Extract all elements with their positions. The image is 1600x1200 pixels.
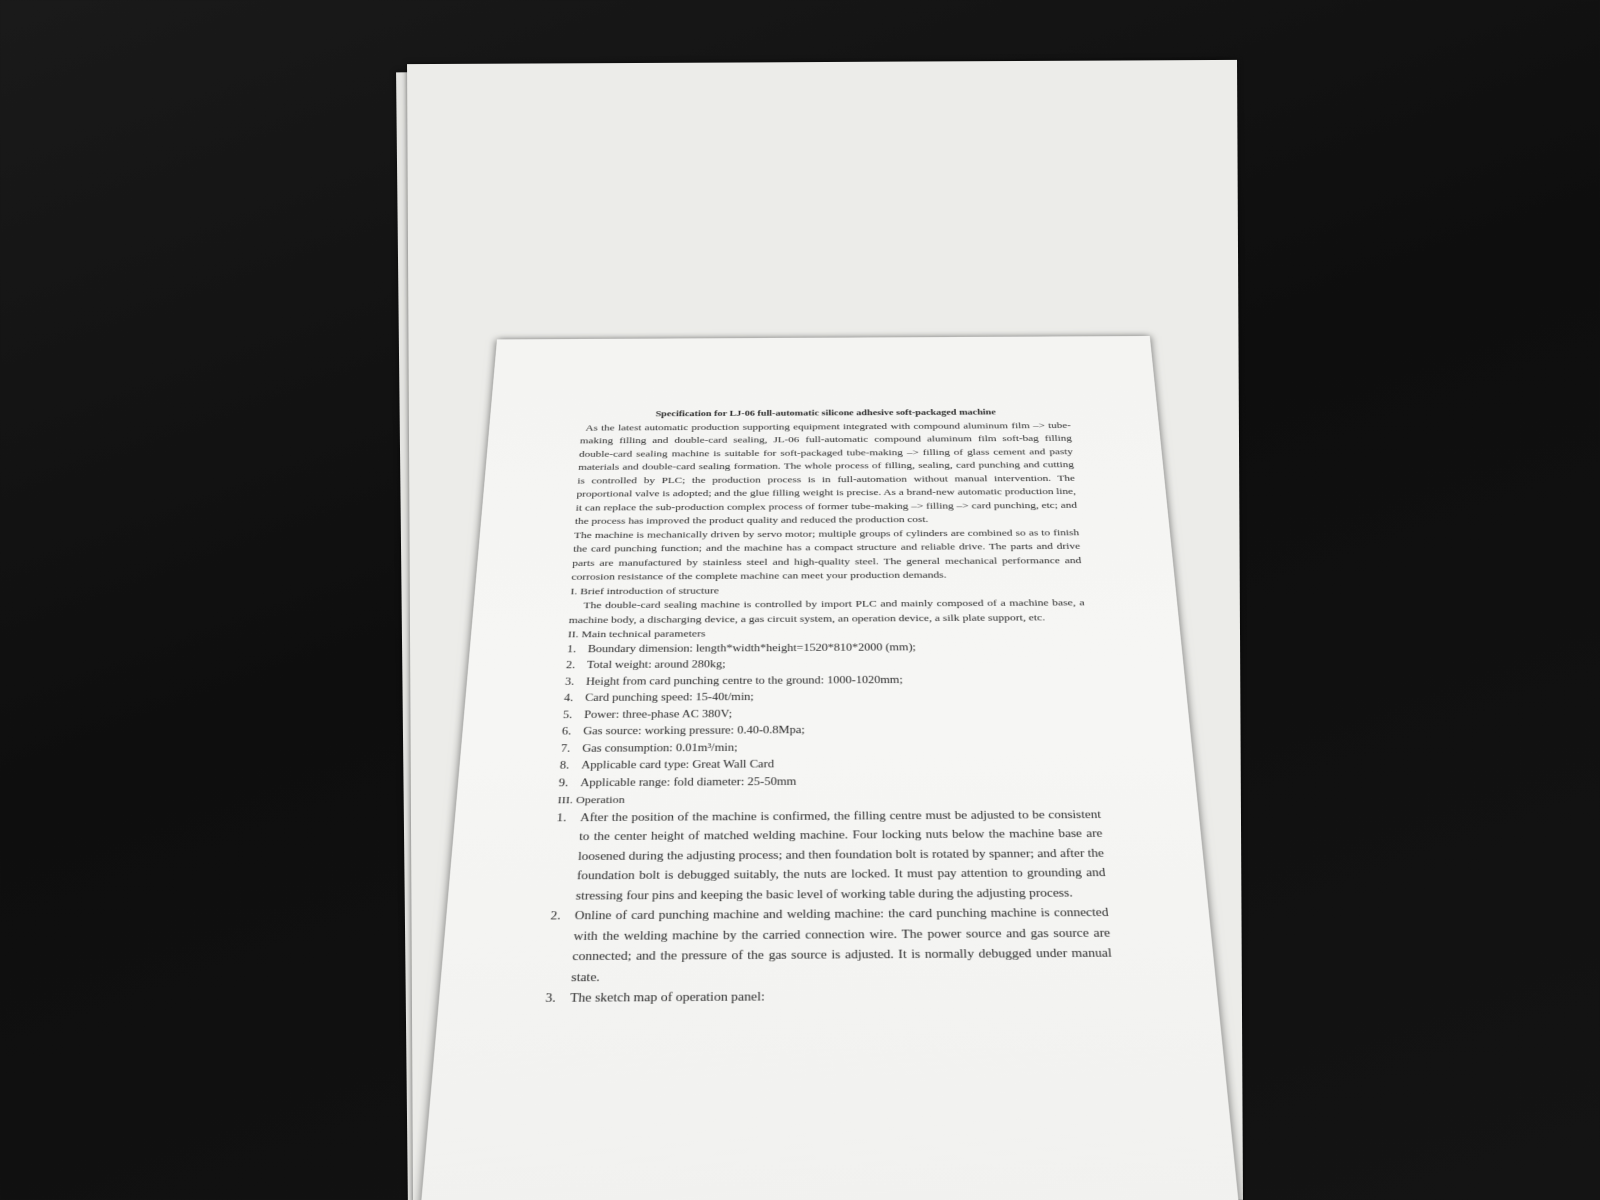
parameter-text: Gas source: working pressure: 0.40-0.8Mpa; bbox=[582, 724, 805, 738]
operation-item bbox=[545, 985, 1116, 1010]
document-body bbox=[545, 405, 1116, 1009]
parameter-item bbox=[558, 772, 1099, 793]
parameter-text: Gas consumption: 0.01m³/min; bbox=[581, 742, 738, 755]
list-number: 7. bbox=[560, 743, 571, 755]
list-number: 2. bbox=[550, 909, 562, 923]
parameter-text: Applicable card type: Great Wall Card bbox=[580, 758, 775, 772]
intro-paragraph-1: As the latest automatic production supporting equipment integrated with compound aluminum film –> tube-making filling and double-card sealing, JL-06 full-automatic compound aluminum film soft-bag filling double-card sealing machine is suitable for soft-packaged tube-making –> filling of glass cement and pasty materials and double-card sealing formation. The whole process of filling, sealing, card punching and cutting is controlled by PLC; the production process is in full-automation without manual intervention. The proportional valve is adopted; and the glue filling weight is precise. As a brand-new automatic production line, it can replace the sub-production complex process of former tube-making –> filling –> card punching, etc; and the process has improved the product quality and reduced the production cost. bbox=[574, 420, 1078, 526]
section-heading-structure: I. Brief introduction of structure bbox=[570, 584, 720, 597]
parameter-text: Power: three-phase AC 380V; bbox=[583, 708, 733, 721]
parameter-text: Height from card punching centre to the ground: 1000-1020mm; bbox=[585, 674, 903, 688]
list-number: 1. bbox=[566, 644, 577, 655]
list-number: 8. bbox=[559, 760, 570, 772]
list-number: 2. bbox=[565, 660, 576, 672]
section-heading-operation: III. Operation bbox=[557, 793, 626, 806]
parameter-text: Applicable range: fold diameter: 25-50mm bbox=[580, 776, 797, 789]
list-number: 9. bbox=[558, 777, 569, 789]
operation-list bbox=[545, 805, 1116, 1009]
parameters-list bbox=[558, 639, 1099, 793]
parameter-text: Card punching speed: 15-40t/min; bbox=[584, 691, 754, 704]
structure-paragraph: The double-card sealing machine is controlled by import PLC and mainly composed of a machine base, a machine body, a discharging device, a gas circuit system, an operation device, a silk plate support, etc. bbox=[568, 596, 1085, 625]
list-number: 1. bbox=[556, 811, 567, 825]
list-number: 3. bbox=[545, 991, 557, 1006]
list-number: 5. bbox=[562, 709, 573, 721]
operation-text: After the position of the machine is confirmed, the filling centre must be adjusted to be consistent to the center height of matched welding machine. Four locking nuts below the machine base are loosened during the adjusting process; and then foundation bolt is rotated by spanner; and after the foundation bolt is debugged suitably, the nuts are locked. It must pay attention to grounding and stressing four pins and keeping the basic level of working table during the adjusting process. bbox=[575, 808, 1106, 903]
section-heading-parameters: II. Main technical parameters bbox=[567, 627, 706, 640]
operation-text: Online of card punching machine and welding machine: the card punching machine is connected with the welding machine by the carried connection wire. The power source and gas source are connected; and the pressure of the gas source is adjusted. It is normally debugged under manual state. bbox=[570, 906, 1113, 985]
document-page bbox=[420, 336, 1240, 1200]
list-number: 6. bbox=[561, 726, 572, 738]
document-title: Specification for LJ-06 full-automatic silicone adhesive soft-packaged machine bbox=[655, 407, 997, 419]
list-number: 4. bbox=[563, 692, 574, 705]
operation-text: The sketch map of operation panel: bbox=[569, 990, 765, 1006]
operation-item bbox=[546, 903, 1114, 988]
parameter-text: Boundary dimension: length*width*height=1520*810*2000 (mm); bbox=[587, 642, 917, 655]
operation-item bbox=[551, 805, 1108, 906]
list-number: 3. bbox=[564, 676, 575, 688]
parameter-text: Total weight: around 280kg; bbox=[586, 659, 726, 671]
intro-paragraph-2: The machine is mechanically driven by servo motor; multiple groups of cylinders are combined so as to finish the card punching function; and the machine has a compact structure and reliable drive. The parts and drive parts are manufactured by stainless steel and high-quality steel. The general mechanical performance and corrosion resistance of the complete machine can meet your production demands. bbox=[571, 526, 1082, 582]
